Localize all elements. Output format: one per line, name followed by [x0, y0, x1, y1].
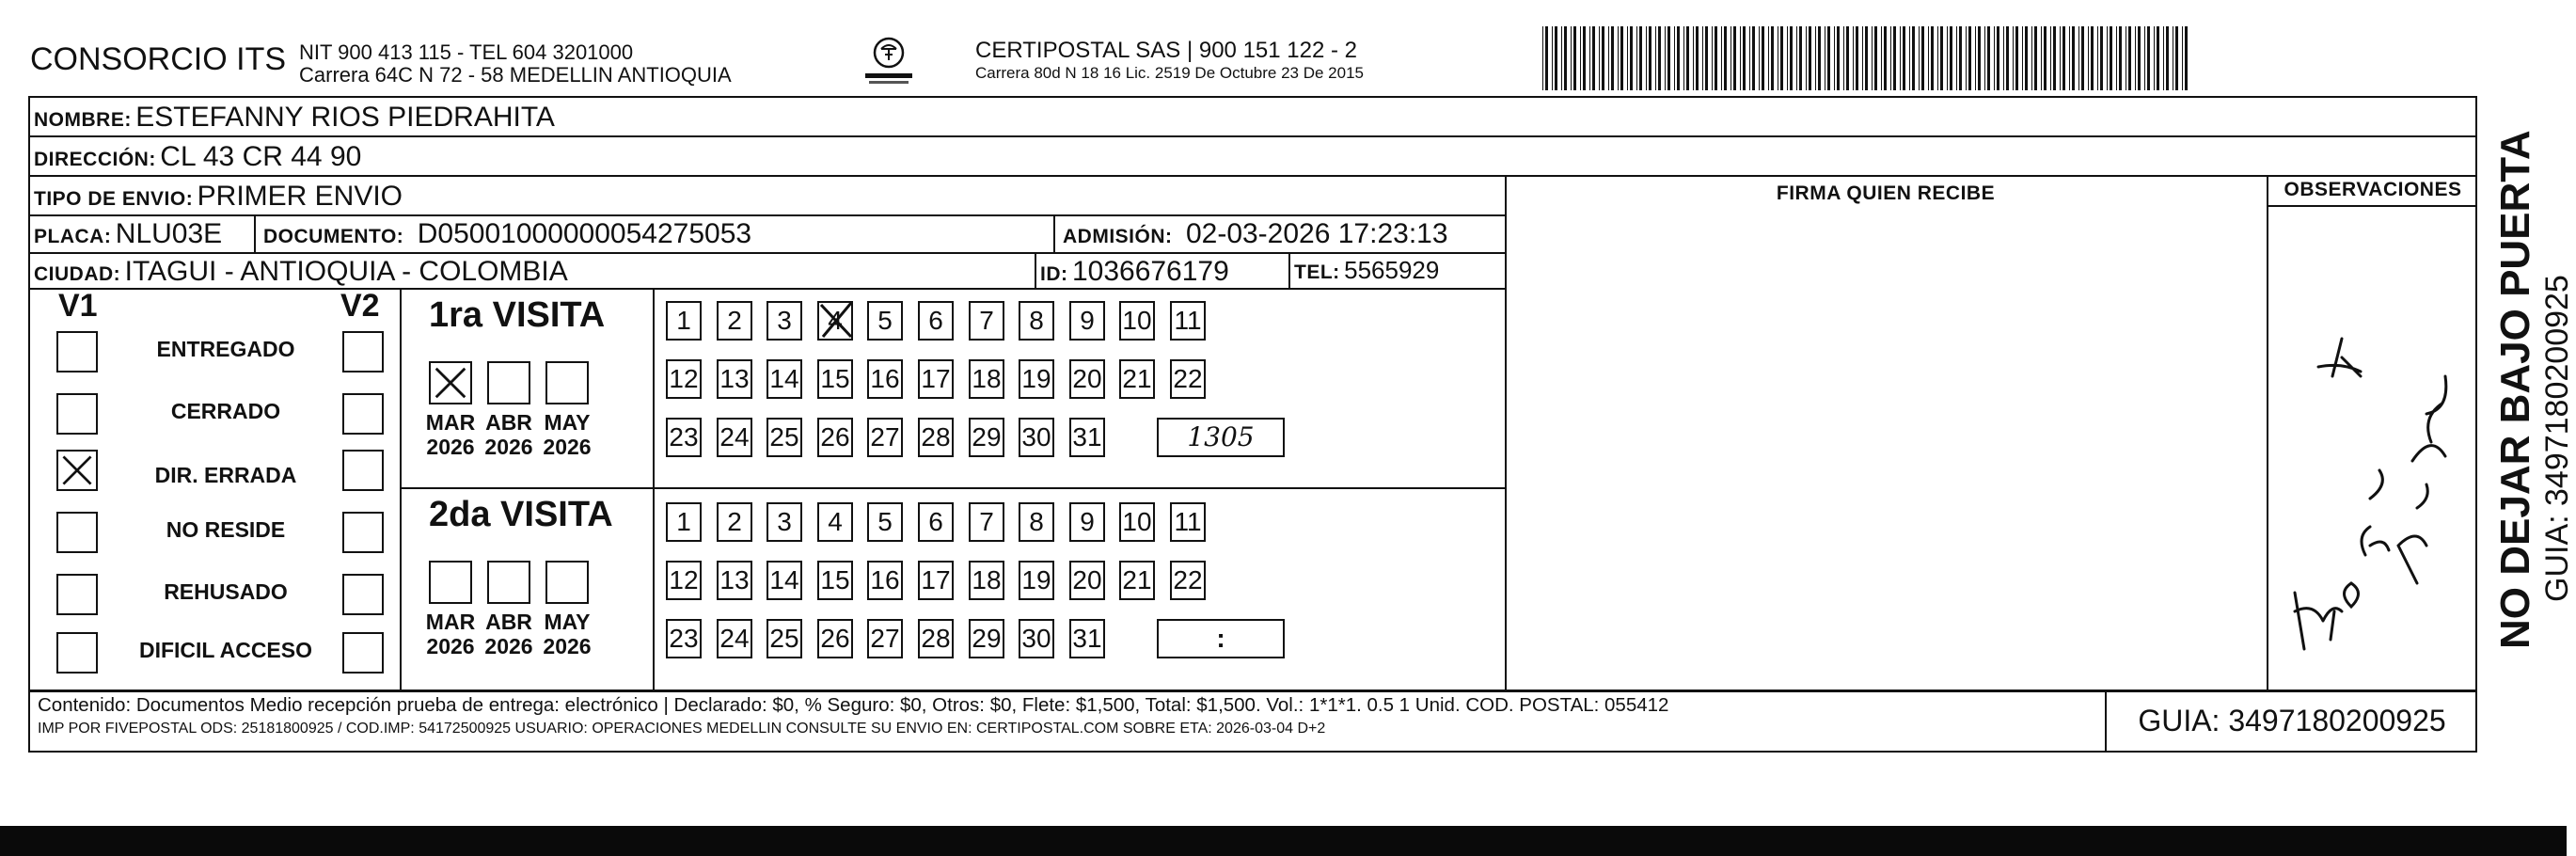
day-box[interactable]: 27: [867, 619, 903, 658]
day-box[interactable]: 4: [817, 502, 853, 542]
status-label: ENTREGADO: [156, 337, 295, 361]
day-box[interactable]: 24: [717, 619, 752, 658]
day-box[interactable]: 12: [666, 359, 702, 399]
tel-value: 5565929: [1344, 256, 1440, 284]
time-box[interactable]: :: [1157, 619, 1285, 658]
day-box[interactable]: 4: [817, 301, 853, 341]
day-box[interactable]: 25: [766, 619, 802, 658]
day-box[interactable]: 7: [969, 502, 1004, 542]
v1-checkbox[interactable]: [56, 393, 98, 435]
company-info-2: Carrera 64C N 72 - 58 MEDELLIN ANTIOQUIA: [299, 63, 732, 87]
day-box[interactable]: 24: [717, 418, 752, 457]
bottom-band: [0, 826, 2567, 856]
tel-label: TEL:: [1294, 262, 1340, 283]
day-box[interactable]: 13: [717, 561, 752, 600]
tipo-envio-label: TIPO DE ENVIO:: [34, 188, 194, 210]
footer-guia: GUIA: 3497180200925: [2138, 704, 2446, 737]
day-box[interactable]: 25: [766, 418, 802, 457]
day-box[interactable]: 18: [969, 359, 1004, 399]
day-box[interactable]: 5: [867, 502, 903, 542]
v2-checkbox[interactable]: [342, 331, 384, 373]
day-box[interactable]: 28: [918, 619, 954, 658]
v2-checkbox[interactable]: [342, 632, 384, 674]
side-guia: GUIA: 3497180200925: [2539, 275, 2575, 602]
status-label: DIR. ERRADA: [154, 463, 297, 487]
company-name: CONSORCIO ITS: [30, 41, 287, 77]
day-box[interactable]: 13: [717, 359, 752, 399]
day-box[interactable]: 15: [817, 359, 853, 399]
carrier-address: Carrera 80d N 18 16 Lic. 2519 De Octubre 23 De 2015: [975, 64, 1364, 82]
time-box[interactable]: 1305: [1157, 418, 1285, 457]
v1-label: V1: [58, 288, 98, 324]
direccion-value: CL 43 CR 44 90: [160, 141, 362, 172]
day-box[interactable]: 21: [1119, 359, 1155, 399]
nombre-label: NOMBRE:: [34, 109, 132, 131]
month-checkbox[interactable]: [487, 361, 530, 404]
month-checkbox[interactable]: [545, 561, 589, 604]
day-box[interactable]: 31: [1069, 619, 1105, 658]
v1-checkbox[interactable]: [56, 632, 98, 674]
year-label: 2026: [543, 435, 592, 459]
status-label: REHUSADO: [164, 579, 288, 604]
nombre-value: ESTEFANNY RIOS PIEDRAHITA: [135, 102, 555, 133]
day-box[interactable]: 28: [918, 418, 954, 457]
month-checkbox[interactable]: [429, 361, 472, 404]
day-box[interactable]: 9: [1069, 301, 1105, 341]
admision-value: 02-03-2026 17:23:13: [1185, 218, 1448, 249]
day-box[interactable]: 6: [918, 301, 954, 341]
day-box[interactable]: 22: [1170, 561, 1206, 600]
day-box[interactable]: 27: [867, 418, 903, 457]
day-box[interactable]: 29: [969, 418, 1004, 457]
placa-value: NLU03E: [115, 218, 223, 249]
id-value: 1036676179: [1071, 256, 1229, 287]
day-box[interactable]: 21: [1119, 561, 1155, 600]
day-box[interactable]: 2: [717, 502, 752, 542]
ciudad-label: CIUDAD:: [34, 263, 121, 285]
day-box[interactable]: 14: [766, 359, 802, 399]
day-box[interactable]: 17: [918, 561, 954, 600]
footer-line-1: Contenido: Documentos Medio recepción prueba de entrega: electrónico | Declarado: $0, % Seguro: $0, Otros: $0, Flete: $1,500, Total: $1,500. Vol.: 1*1*1. 0.5 1 Unid. COD. POSTAL: 055412: [38, 694, 1669, 716]
day-box[interactable]: 16: [867, 359, 903, 399]
direccion-label: DIRECCIÓN:: [34, 149, 156, 170]
observaciones-handwriting: [2276, 310, 2464, 677]
side-warning: NO DEJAR BAJO PUERTA: [2492, 130, 2538, 649]
day-box[interactable]: 17: [918, 359, 954, 399]
year-label: 2026: [543, 634, 592, 658]
year-label: 2026: [484, 634, 533, 658]
day-box[interactable]: 10: [1119, 502, 1155, 542]
day-box[interactable]: 14: [766, 561, 802, 600]
day-box[interactable]: 18: [969, 561, 1004, 600]
status-label: DIFICIL ACCESO: [138, 638, 312, 662]
day-box[interactable]: 11: [1170, 301, 1206, 341]
day-box[interactable]: 2: [717, 301, 752, 341]
day-box[interactable]: 26: [817, 418, 853, 457]
footer-line-2: IMP POR FIVEPOSTAL ODS: 25181800925 / COD.IMP: 54172500925 USUARIO: OPERACIONES MEDELLIN CONSULTE SU ENVIO EN: CERTIPOSTAL.COM SOBRE ETA: 2026-03-04 D+2: [38, 721, 1326, 737]
day-box[interactable]: 30: [1019, 418, 1054, 457]
status-label: CERRADO: [170, 399, 281, 423]
status-label: NO RESIDE: [166, 517, 286, 542]
year-label: 2026: [484, 435, 533, 459]
company-info-1: NIT 900 413 115 - TEL 604 3201000: [299, 40, 634, 64]
id-label: ID:: [1040, 263, 1068, 285]
day-box[interactable]: 29: [969, 619, 1004, 658]
month-label: ABR: [485, 410, 532, 435]
day-box[interactable]: 20: [1069, 561, 1105, 600]
day-box[interactable]: 5: [867, 301, 903, 341]
firma-header: FIRMA QUIEN RECIBE: [1776, 182, 1996, 204]
day-box[interactable]: 26: [817, 619, 853, 658]
day-box[interactable]: 7: [969, 301, 1004, 341]
month-checkbox[interactable]: [487, 561, 530, 604]
placa-label: PLACA:: [34, 226, 112, 247]
month-label: MAR: [425, 610, 476, 634]
v1-checkbox[interactable]: [56, 574, 98, 615]
month-label: MAY: [544, 410, 591, 435]
month-label: MAY: [544, 610, 591, 634]
visit1-title: 1ra VISITA: [429, 295, 606, 335]
ciudad-value: ITAGUI - ANTIOQUIA - COLOMBIA: [124, 256, 568, 287]
day-box[interactable]: 16: [867, 561, 903, 600]
month-label: ABR: [485, 610, 532, 634]
v1-checkbox[interactable]: [56, 450, 98, 491]
carrier-name: CERTIPOSTAL SAS | 900 151 122 - 2: [975, 38, 1357, 63]
day-box[interactable]: 23: [666, 619, 702, 658]
day-box[interactable]: 11: [1170, 502, 1206, 542]
v2-checkbox[interactable]: [342, 574, 384, 615]
v1-checkbox[interactable]: [56, 512, 98, 553]
v2-checkbox[interactable]: [342, 512, 384, 553]
v2-label: V2: [340, 288, 380, 324]
tipo-envio-value: PRIMER ENVIO: [197, 181, 403, 212]
day-box[interactable]: 1: [666, 301, 702, 341]
documento-label: DOCUMENTO:: [263, 226, 404, 247]
day-box[interactable]: 1: [666, 502, 702, 542]
day-box[interactable]: 3: [766, 502, 802, 542]
day-box[interactable]: 23: [666, 418, 702, 457]
barcode: [1542, 26, 2201, 90]
day-box[interactable]: 3: [766, 301, 802, 341]
v2-checkbox[interactable]: [342, 393, 384, 435]
month-checkbox[interactable]: [429, 561, 472, 604]
day-box[interactable]: 8: [1019, 502, 1054, 542]
day-box[interactable]: 30: [1019, 619, 1054, 658]
v2-checkbox[interactable]: [342, 450, 384, 491]
month-checkbox[interactable]: [545, 361, 589, 404]
admision-label: ADMISIÓN:: [1063, 226, 1173, 247]
day-box[interactable]: 22: [1170, 359, 1206, 399]
day-box[interactable]: 6: [918, 502, 954, 542]
certipostal-logo: [856, 34, 922, 90]
visit2-title: 2da VISITA: [429, 495, 613, 534]
v1-checkbox[interactable]: [56, 331, 98, 373]
day-box[interactable]: 10: [1119, 301, 1155, 341]
day-box[interactable]: 15: [817, 561, 853, 600]
day-box[interactable]: 12: [666, 561, 702, 600]
day-box[interactable]: 20: [1069, 359, 1105, 399]
day-box[interactable]: 8: [1019, 301, 1054, 341]
month-label: MAR: [425, 410, 476, 435]
observaciones-header: OBSERVACIONES: [2284, 179, 2462, 200]
day-box[interactable]: 9: [1069, 502, 1105, 542]
day-box[interactable]: 19: [1019, 359, 1054, 399]
year-label: 2026: [426, 634, 475, 658]
documento-value: D05001000000054275053: [417, 218, 752, 249]
year-label: 2026: [426, 435, 475, 459]
day-box[interactable]: 19: [1019, 561, 1054, 600]
day-box[interactable]: 31: [1069, 418, 1105, 457]
